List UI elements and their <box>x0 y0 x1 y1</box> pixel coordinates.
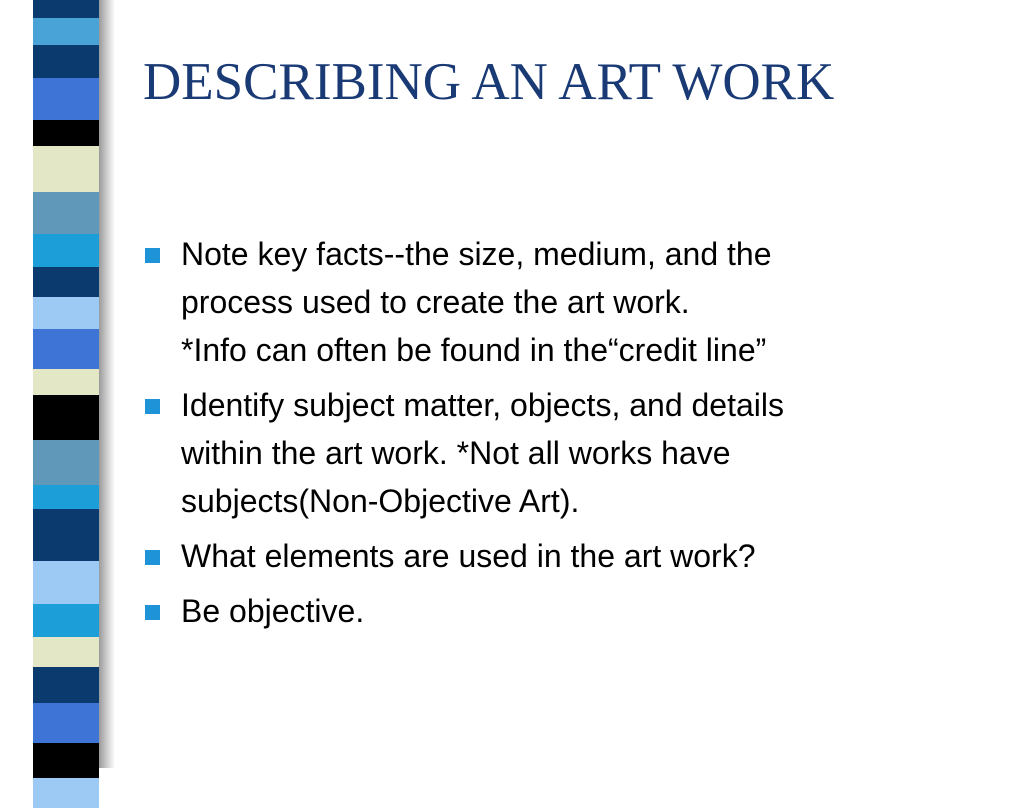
square-bullet-icon <box>145 399 160 414</box>
stripe-band <box>33 146 99 192</box>
bullet-item <box>143 230 993 374</box>
bullet-text-line: Note key facts--the size, medium, and the <box>181 236 772 272</box>
stripe-shadow <box>99 0 115 768</box>
bullet-text-line: Identify subject matter, objects, and details <box>181 387 784 423</box>
bullet-text-line: process used to create the art work. <box>181 284 690 320</box>
stripe-band <box>33 703 99 743</box>
stripe-band <box>33 778 99 808</box>
stripe-band <box>33 297 99 329</box>
stripe-band <box>33 120 99 146</box>
stripe-band <box>33 45 99 78</box>
slide-title: DESCRIBING AN ART WORK <box>143 53 835 111</box>
stripe-band <box>33 743 99 778</box>
bullet-text-line: What elements are used in the art work? <box>181 538 756 574</box>
stripe-band <box>33 440 99 485</box>
stripe-band <box>33 395 99 440</box>
square-bullet-icon <box>145 248 160 263</box>
bullet-item <box>143 381 993 525</box>
stripe-band <box>33 667 99 703</box>
bullet-item <box>143 532 993 580</box>
decorative-stripe <box>33 0 99 768</box>
stripe-band <box>33 192 99 234</box>
bullet-list <box>143 230 993 642</box>
bullet-text-line: *Info can often be found in the“credit line” <box>181 332 767 368</box>
stripe-band <box>33 637 99 667</box>
bullet-text-line: subjects(Non-Objective Art). <box>181 483 580 519</box>
square-bullet-icon <box>145 550 160 565</box>
stripe-band <box>33 234 99 267</box>
bullet-text-line: within the art work. *Not all works have <box>181 435 731 471</box>
stripe-band <box>33 78 99 120</box>
stripe-band <box>33 369 99 395</box>
stripe-band <box>33 485 99 509</box>
stripe-band <box>33 509 99 561</box>
stripe-band <box>33 604 99 637</box>
stripe-band <box>33 18 99 45</box>
bullet-text-line: Be objective. <box>181 593 365 629</box>
stripe-band <box>33 0 99 18</box>
stripe-band <box>33 267 99 297</box>
bullet-item <box>143 587 993 635</box>
square-bullet-icon <box>145 605 160 620</box>
stripe-band <box>33 329 99 369</box>
stripe-band <box>33 561 99 604</box>
